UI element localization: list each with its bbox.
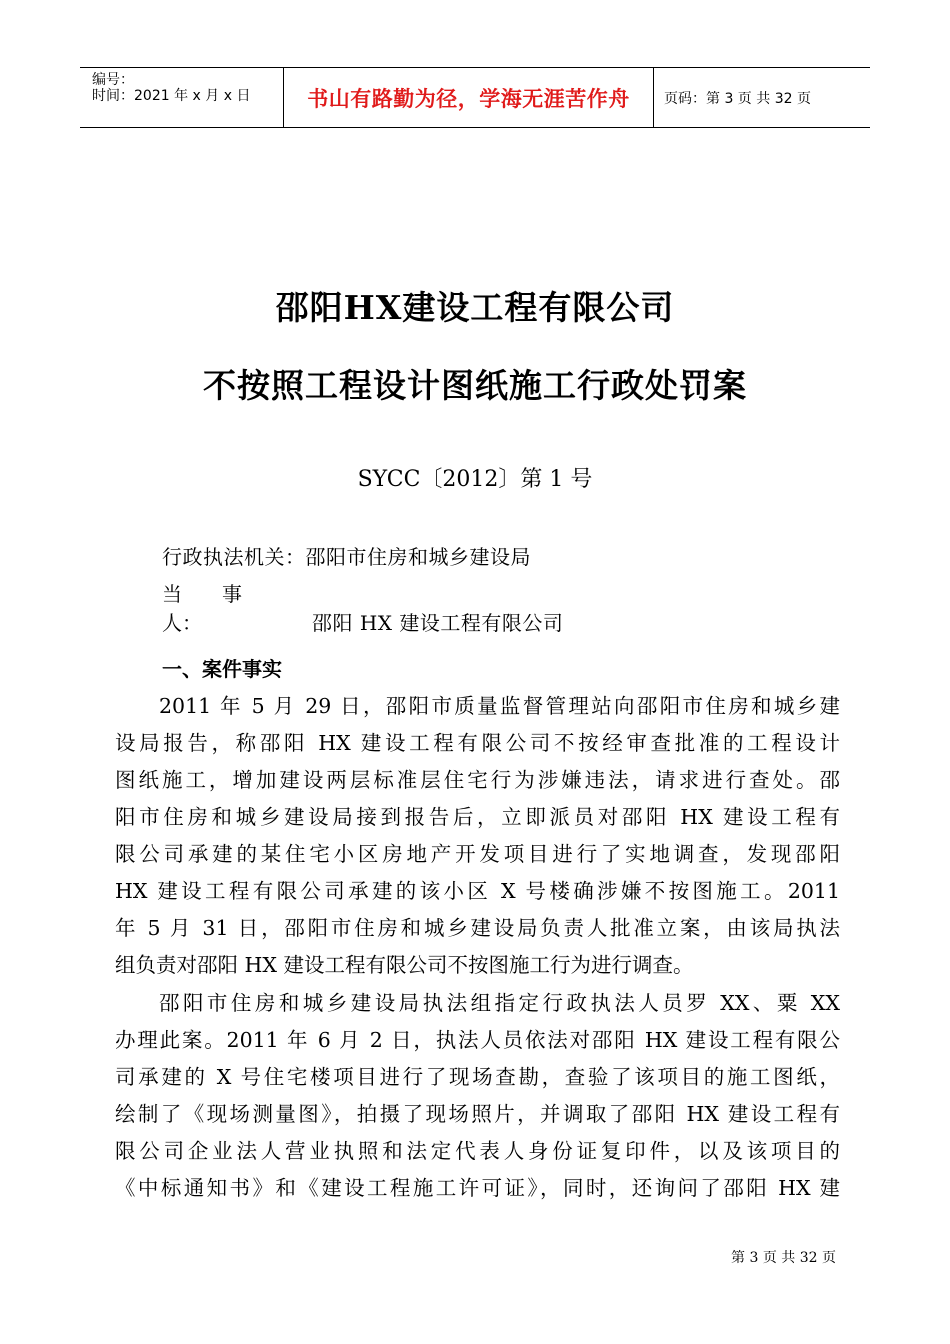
paragraph-line: 图纸施工，增加建设两层标准层住宅行为涉嫌违法，请求进行查处。邵 [115, 768, 840, 792]
paragraph-line: 《中标通知书》和《建设工程施工许可证》，同时，还询问了邵阳 HX 建 [115, 1176, 840, 1200]
paragraph-1 [115, 688, 840, 984]
paragraph-line: 邵阳市住房和城乡建设局执法组指定行政执法人员罗 XX、粟 XX [159, 991, 840, 1015]
paragraph-line: 组负责对邵阳 HX 建设工程有限公司不按图施工行为进行调查。 [115, 953, 694, 977]
meta-party [162, 578, 563, 636]
header-page-info: 页码：第 3 页 共 32 页 [664, 90, 811, 107]
header-number-label: 编号： [92, 72, 134, 88]
paragraph-line: HX 建设工程有限公司承建的该小区 X 号楼确涉嫌不按图施工。2011 [115, 879, 840, 903]
header-page-cell [654, 68, 870, 127]
paragraph-line: 司承建的 X 号住宅楼项目进行了现场查勘，查验了该项目的施工图纸， [115, 1065, 840, 1089]
header-meta-cell [80, 68, 283, 127]
party-value: 邵阳 HX 建设工程有限公司 [312, 611, 564, 635]
paragraph-line: 2011 年 5 月 29 日，邵阳市质量监督管理站向邵阳市住房和城乡建 [159, 694, 840, 718]
paragraph-line: 绘制了《现场测量图》，拍摄了现场照片，并调取了邵阳 HX 建设工程有 [115, 1102, 840, 1126]
authority-value: 邵阳市住房和城乡建设局 [305, 545, 531, 569]
section-heading: 一、案件事实 [162, 657, 282, 681]
paragraph-line: 限公司承建的某住宅小区房地产开发项目进行了实地调查，发现邵阳 [115, 842, 840, 866]
page-header [80, 67, 870, 128]
meta-authority [162, 541, 531, 570]
document-number: SYCC〔2012〕第 1 号 [357, 467, 593, 492]
header-time-label: 时间：2021 年 x 月 x 日 [92, 88, 251, 104]
paragraph-line: 年 5 月 31 日，邵阳市住房和城乡建设局负责人批准立案，由该局执法 [115, 916, 840, 940]
document-title-line2: 不按照工程设计图纸施工行政处罚案 [203, 366, 747, 405]
page-footer: 第 3 页 共 32 页 [731, 1250, 836, 1266]
document-title-line1: 邵阳HX建设工程有限公司 [275, 288, 675, 327]
party-label: 当 事 人： [162, 582, 282, 635]
paragraph-line: 限公司企业法人营业执照和法定代表人身份证复印件，以及该项目的 [115, 1139, 840, 1163]
authority-label: 行政执法机关： [162, 545, 306, 569]
paragraph-line: 阳市住房和城乡建设局接到报告后，立即派员对邵阳 HX 建设工程有 [115, 805, 840, 829]
paragraph-line: 办理此案。2011 年 6 月 2 日，执法人员依法对邵阳 HX 建设工程有限公 [115, 1028, 840, 1052]
paragraph-2 [115, 985, 840, 1207]
header-motto-cell [283, 68, 654, 127]
paragraph-line: 设局报告，称邵阳 HX 建设工程有限公司不按经审查批准的工程设计 [115, 731, 840, 755]
header-motto: 书山有路勤为径，学海无涯苦作舟 [307, 86, 630, 111]
